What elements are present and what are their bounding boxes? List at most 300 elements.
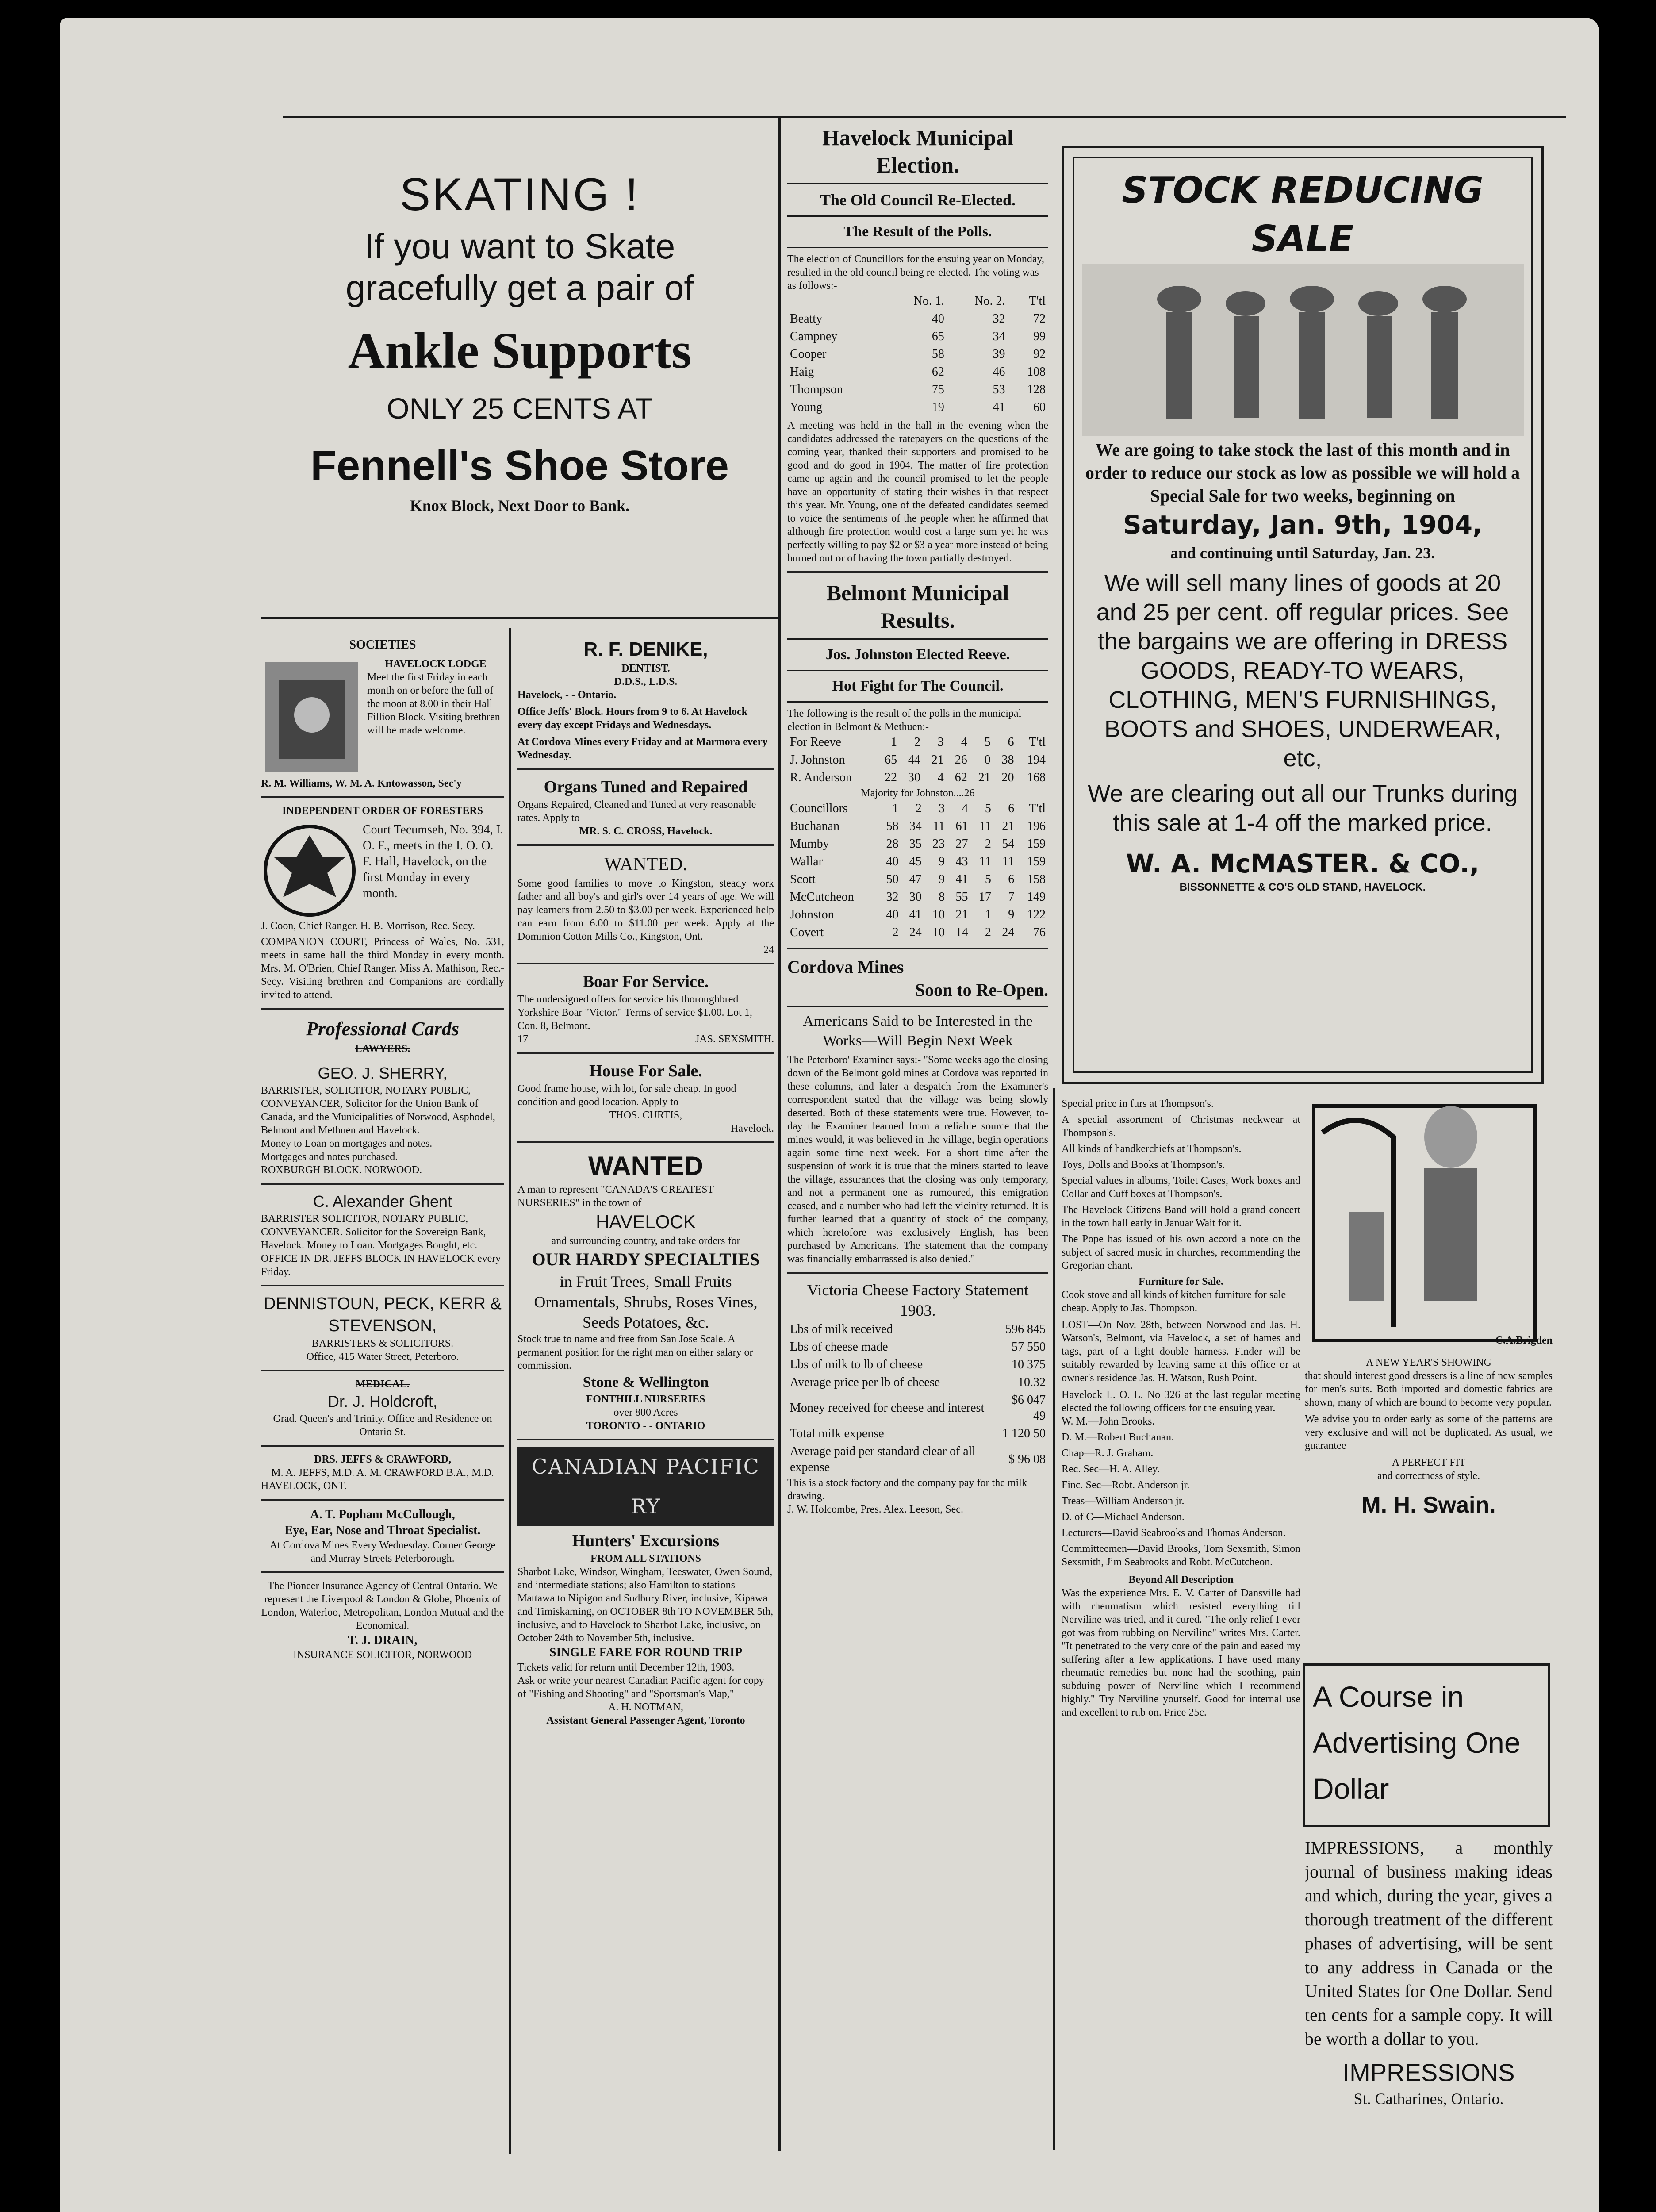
table-row [787,1321,1048,1338]
table-cell: 41 [909,908,922,922]
beyond-title: Beyond All Description [1128,1574,1234,1586]
table-cell: Mumby [790,837,829,851]
table-header-cell: 1 [892,802,899,815]
nursery-title: WANTED [588,1151,703,1181]
lol-text: Havelock L. O. L. No 326 at the last regular meeting elected the following officers for the ensuing year. [1062,1389,1300,1414]
popham-spec: Eye, Ear, Nose and Throat Specialist. [284,1524,481,1537]
table-cell: Campney [790,330,838,343]
table-cell: 10 [932,908,945,922]
advertising-course-text: A Course in Advertising One Dollar [1313,1680,1521,1805]
cpr-from: FROM ALL STATIONS [590,1553,701,1564]
table-cell: Johnston [790,908,834,922]
table-cell: Young [790,400,823,414]
house-place: Havelock. [731,1123,774,1134]
furniture-title: Furniture for Sale. [1138,1276,1223,1287]
top-rule [283,116,1566,118]
table-header-cell: For Reeve [790,735,841,749]
wanted-num: 24 [763,944,774,956]
table-cell: $6 047 49 [1012,1393,1046,1423]
table-cell: 17 [978,890,991,904]
table-cell: 50 [886,872,899,886]
table-cell: Average paid per standard clear of all expense [790,1444,976,1474]
table-row [787,328,1048,346]
table-cell: 21 [955,908,968,922]
table-cell: 0 [984,753,991,767]
organs-title: Organs Tuned and Repaired [544,778,748,796]
table-row [787,310,1048,328]
table-cell: 11 [979,819,991,833]
havelock-sub2: The Result of the Polls. [843,223,992,240]
table-cell: 32 [993,312,1005,326]
lawyers-header: LAWYERS. [355,1043,410,1055]
boar-name: JAS. SEXSMITH. [695,1033,774,1045]
lodge-name: HAVELOCK LODGE [385,658,487,670]
table-cell: 61 [955,819,968,833]
mcmaster-text3: We will sell many lines of goods at 20 and 25 per cent. off regular prices. See the bargains we are offering in DRESS GOODS, READY-TO WEARS, CLOTHING, MEN'S FURNISHINGS, BOOTS and SHOES, UNDERWEAR, etc, [1096,570,1509,772]
table-cell: 10.32 [1018,1375,1046,1389]
table-cell: 14 [955,926,968,939]
table-cell: 30 [909,890,922,904]
table-cell: Lbs of milk to lb of cheese [790,1358,923,1371]
table-cell: Average price per lb of cheese [790,1375,940,1389]
foresters-header: INDEPENDENT ORDER OF FORESTERS [282,805,483,817]
popham-name: A. T. Popham McCullough, [310,1508,455,1521]
havelock-text: A meeting was held in the hall in the evening when the candidates addressed the ratepayers on the questions of the coming year, thanked their supporters and promised to be good and do good in 1904. The matter of fire protection came up again and the council promised to let the people have an opportunity of stating their wishes in that respect this year. Mr. Young, one of the defeated candidates seemed to voice the sentiments of the people when he affirmed that although fire protection would cost a large sum yet he was perfectly willing to pay $2 or $3 a year more instead of being burned out or of having the town partially destroyed. [787,420,1048,564]
table-row [787,924,1048,941]
table-header-cell: Councillors [790,802,848,815]
dennistoun-name: DENNISTOUN, PECK, KERR & STEVENSON, [264,1294,502,1335]
nursery-text1: A man to represent "CANADA'S GREATEST NURSERIES" in the town of [518,1184,714,1209]
cpr-ask: Ask or write your nearest Canadian Pacific agent for copy of "Fishing and Shooting" and "Sportsman's Map," [518,1675,764,1700]
havelock-title: Havelock Municipal Election. [822,125,1013,177]
officer-item: W. M.—John Brooks. [1062,1416,1155,1427]
havelock-intro: The election of Councillors for the ensuing year on Monday, resulted in the old council being re-elected. The voting was as follows:- [787,253,1044,292]
table-cell: 19 [932,400,944,414]
jeffs-place: HAVELOCK, ONT. [261,1480,347,1492]
dennistoun-text: BARRISTERS & SOLICITORS. [311,1338,454,1349]
cordova-text: The Peterboro' Examiner says:- "Some weeks ago the closing down of the Belmont gold mines at Cordova was reported in these columns, and later a despatch from the Examiner's correspondent stated that the village was being slowly deserted. Both of these statements were true. However, to-day the Examiner learned from a reliable source that the mines would, it was believed in the village, begin operations again some time next week. For a short time after the suspension of work it is true that the miners started to leave the village, assurances that the closing was only temporary, and not a permanent one as rumoured, this emigration ceased, and a number who had left the vicinity returned. It is further learned that a quantity of stock of the company, which heretofore was exclusively English, has been purchased by Americans. The statement that the company was financially embarrassed is also denied." [787,1054,1048,1265]
table-cell: McCutcheon [790,890,854,904]
cordova-sub: Americans Said to be Interested in the Works—Will Begin Next Week [803,1013,1033,1049]
table-cell: 2 [985,926,991,939]
table-header-cell: 2 [915,802,922,815]
table-cell: 72 [1033,312,1046,326]
table-row [787,1391,1048,1425]
nursery-text3: Stock true to name and free from San Jose Scale. A permanent position for the right man on either salary or commission. [518,1333,753,1371]
table-cell: 40 [886,908,899,922]
beyond-text: Was the experience Mrs. E. V. Carter of Dansville had with rheumatism which resisted everything till Nerviline was tried, and it cured. "The only relief I ever got was from rubbing on Nerviline" writes Mrs. Carter. "It penetrated to the very core of the pain and eased my suffering after a few applications. I have used many rheumatic remedies but none had the soothing, pain subduing power of Nerviline which I recommend highly." Try Nerviline yourself. Good for internal use and excellent to rub on. Price 25c. [1062,1587,1300,1718]
table-cell: $ 96 08 [1008,1452,1046,1466]
house-name: THOS. CURTIS, [609,1110,682,1121]
table-cell: Money received for cheese and interest [790,1401,985,1415]
wanted-text: Some good families to move to Kingston, steady work father and all boy's and girl's over 14 years of age. We will pay learners from 2.50 to $3.00 per week. Experienced help can earn from 6.00 to $11.00 per week. Apply at the Dominion Cotton Mills Co., Kingston, Ont. [518,878,774,942]
swain-heading: A NEW YEAR'S SHOWING [1366,1357,1491,1368]
table-cell: 8 [939,890,945,904]
boar-text: The undersigned offers for service his thoroughbred Yorkshire Boar "Victor." Terms of service $1.00. Lot 1, Con. 8, Belmont. [518,994,752,1032]
table-cell: Cooper [790,347,827,361]
local-item: Special values in albums, Toilet Cases, Work boxes and Collar and Cuff boxes at Thompson's. [1062,1175,1300,1200]
cpr-agent-title: Assistant General Passenger Agent, Toronto [546,1715,745,1726]
impressions-name: IMPRESSIONS [1342,2058,1515,2086]
table-header-cell: 6 [1008,735,1014,749]
skating-product: Ankle Supports [348,323,692,379]
skating-ad [261,168,778,611]
lodge-text: Meet the first Friday in each month on or before the full of the moon at 8.00 in their Hall Fillion Block. Visiting brethren will be made welcome. [367,672,500,736]
table-cell: 194 [1027,753,1046,767]
table-cell: 76 [1033,926,1046,939]
dentist-place: Havelock, - - Ontario. [518,689,617,701]
table-cell: 108 [1027,365,1046,379]
cpr-fare: SINGLE FARE FOR ROUND TRIP [549,1646,743,1659]
table-cell: 34 [993,330,1005,343]
table-cell: 34 [909,819,922,833]
table-cell: 24 [909,926,922,939]
table-cell: 39 [993,347,1005,361]
skating-price: ONLY 25 CENTS AT [387,392,653,425]
table-cell: 2 [892,926,899,939]
drain-name: T. J. DRAIN, [348,1633,418,1647]
table-cell: Beatty [790,312,823,326]
table-header-cell [787,292,886,310]
table-cell: 9 [1008,908,1015,922]
table-cell: Wallar [790,855,823,868]
table-row [787,1338,1048,1356]
table-cell: 26 [954,753,967,767]
foresters-officers: J. Coon, Chief Ranger. H. B. Morrison, Rec. Secy. [261,920,475,932]
table-cell: 65 [932,330,944,343]
officer-item: Finc. Sec—Robt. Anderson jr. [1062,1479,1190,1491]
table-cell: 10 [932,926,945,939]
nursery-acres: over 800 Acres [613,1407,678,1418]
swain-ad [1305,1097,1552,1672]
nursery-firm: Stone & Wellington [583,1374,709,1390]
officer-item: Chap—R. J. Graham. [1062,1448,1154,1459]
cheese-sign: J. W. Holcombe, Pres. Alex. Leeson, Sec. [787,1504,963,1515]
table-cell: 41 [955,872,968,886]
cpr-agent: A. H. NOTMAN, [608,1701,683,1713]
table-cell: 43 [955,855,968,868]
dennistoun-office: Office, 415 Water Street, Peterboro. [306,1351,459,1363]
table-header-cell: 5 [984,735,991,749]
table-row [787,381,1048,399]
table-cell: 11 [979,855,991,868]
table-row [787,751,1048,769]
table-cell: Covert [790,926,824,939]
officer-item: Rec. Sec—H. A. Alley. [1062,1463,1160,1475]
news-column [787,124,1048,2150]
belmont-sub2: Hot Fight for The Council. [832,678,1004,694]
table-cell: 28 [886,837,899,851]
table-row [787,1425,1048,1443]
table-cell: 40 [932,312,944,326]
table-header-row [787,800,1048,818]
foresters-text: Court Tecumseh, No. 394, I. O. F., meets in the I. O. O. F. Hall, Havelock, on the first Monday in every month. [363,823,503,900]
table-cell: 75 [932,383,944,396]
table-cell: 6 [1008,872,1015,886]
mcmaster-firm: W. A. McMASTER. & CO., [1126,849,1480,879]
masonic-emblem-icon [261,657,363,777]
local-item: The Pope has issued of his own accord a note on the subject of sacred music in churches, recommending the Gregorian chant. [1062,1233,1300,1271]
medical-header: MEDICAL. [355,1379,410,1390]
tailor-illustration-icon [1305,1097,1544,1349]
table-row [787,818,1048,835]
table-cell: 9 [939,855,945,868]
cards-header: Professional Cards [306,1018,459,1040]
nursery-heading: OUR HARDY SPECIALTIES [532,1249,760,1269]
holdcroft-text: Grad. Queen's and Trinity. Office and Residence on Ontario St. [273,1413,492,1438]
table-cell: 21 [1002,819,1015,833]
nursery-items: in Fruit Trees, Small Fruits Ornamentals, Shrubs, Roses Vines, Seeds Potatoes, &c. [534,1273,758,1331]
table-header-cell: T'tl [1029,802,1046,815]
local-items-column [1062,1097,1300,2150]
nursery-town: HAVELOCK [596,1211,696,1232]
table-cell: 149 [1027,890,1046,904]
table-cell: 46 [993,365,1005,379]
table-cell: Lbs of cheese made [790,1340,888,1354]
swain-fit2: and correctness of style. [1377,1470,1480,1482]
table-header-cell: 3 [937,735,944,749]
officer-item: Committeemen—David Brooks, Tom Sexsmith, Simon Sexsmith, Jim Seabrooks and Robt. McCutcheon. [1062,1543,1300,1568]
table-cell: 10 375 [1012,1358,1046,1371]
mcmaster-stand: BISSONNETTE & CO'S OLD STAND, HAVELOCK. [1179,881,1426,893]
swain-text1: that should interest good dressers is a line of new samples for men's suits. Both imported and domestic fabrics are shown, many of which are bound to become very popular. [1305,1370,1552,1408]
havelock-sub1: The Old Council Re-Elected. [820,191,1016,209]
impressions-ad [1305,1836,1552,2146]
table-row [787,399,1048,416]
table-row [787,769,1048,787]
table-cell: Haig [790,365,814,379]
section-rule [261,617,778,619]
sherry-mortgages: Mortgages and notes purchased. [261,1151,398,1163]
table-cell: 21 [978,771,991,784]
table-cell: 122 [1027,908,1046,922]
table-cell: 1 120 50 [1002,1427,1046,1440]
skating-address: Knox Block, Next Door to Bank. [410,497,630,515]
ghent-text: BARRISTER SOLICITOR, NOTARY PUBLIC, CONVEYANCER. Solicitor for the Sovereign Bank, Havelock. Money to Loan. Mortgages Bought, etc. OFFICE IN DR. JEFFS BLOCK IN HAVELOCK every Friday. [261,1213,501,1278]
table-cell: R. Anderson [790,771,852,784]
table-cell: 4 [937,771,944,784]
table-header-cell: 2 [914,735,920,749]
table-header-cell: No. 1. [913,294,944,308]
havelock-results-table [787,292,1048,416]
sherry-text: BARRISTER, SOLICITOR, NOTARY PUBLIC, CONVEYANCER, Solicitor for the Union Bank of Canada, and the Municipalities of Norwood, Asphodel, Belmont and Methuen and Havelock. [261,1085,495,1136]
table-cell: 44 [908,753,920,767]
officer-item: D. of C—Michael Anderson. [1062,1511,1184,1523]
table-row [787,888,1048,906]
table-cell: Lbs of milk received [790,1322,893,1336]
cpr-title: Hunters' Excursions [572,1532,720,1550]
lost-text: LOST—On Nov. 28th, between Norwood and Jas. H. Watson's, Belmont, via Havelock, a set of hames and tags, part of a light double harness. Finder will be suitably rewarded by leaving same at this office or at owner's residence Jas. H. Watson, Rush Point. [1062,1319,1300,1384]
organs-text: Organs Repaired, Cleaned and Tuned at very reasonable rates. Apply to [518,799,756,824]
advertising-course-ad [1303,1663,1550,1827]
officer-item: Lecturers—David Seabrooks and Thomas Anderson. [1062,1527,1286,1539]
table-header-cell: T'tl [1029,735,1046,749]
table-cell: 38 [1001,753,1014,767]
table-cell: J. Johnston [790,753,845,767]
boar-title: Boar For Service. [583,972,709,991]
swain-text2: We advise you to order early as some of the patterns are very exclusive and will not be duplicated. As usual, we guarantee [1305,1413,1552,1452]
sherry-name: GEO. J. SHERRY, [318,1064,448,1082]
table-cell: 41 [993,400,1005,414]
table-cell: 30 [908,771,920,784]
table-cell: 58 [886,819,899,833]
nursery-city: TORONTO - - ONTARIO [586,1420,705,1432]
table-header-cell: 6 [1008,802,1015,815]
belmont-title: Belmont Municipal Results. [826,580,1009,633]
table-cell: 596 845 [1005,1322,1046,1336]
officer-item: Treas—William Anderson jr. [1062,1495,1184,1507]
nursery-text2: and surrounding country, and take orders for [551,1235,740,1247]
table-row [787,346,1048,363]
table-cell: 11 [933,819,945,833]
belmont-sub1: Jos. Johnston Elected Reeve. [825,646,1010,663]
foresters-emblem-icon [261,822,358,919]
table-cell: 35 [909,837,922,851]
holdcroft-name: Dr. J. Holdcroft, [327,1392,438,1410]
belmont-majority: Majority for Johnston....26 [861,787,975,799]
table-cell: 21 [931,753,944,767]
table-cell: 7 [1008,890,1015,904]
table-cell: 2 [985,837,991,851]
cpr-logo: CANADIAN PACIFIC RY [518,1447,774,1526]
table-cell: 9 [939,872,945,886]
insurance-text: The Pioneer Insurance Agency of Central Ontario. We represent the Liverpool & London & Globe, Phoenix of London, Waterloo, Metropolitan, London Mutual and the Economical. [261,1580,504,1632]
cheese-statement-table [787,1321,1048,1476]
dentist-office: Office Jeffs' Block. Hours from 9 to 6. At Havelock every day except Fridays and Wednesdays. [518,706,748,731]
impressions-place: St. Catharines, Ontario. [1353,2090,1504,2108]
cpr-valid: Tickets valid for return until December 12th, 1903. [518,1662,735,1673]
table-cell: 1 [985,908,991,922]
table-cell: 11 [1002,855,1015,868]
popham-text: At Cordova Mines Every Wednesday. Corner George and Murray Streets Peterborough. [269,1540,496,1564]
table-cell: 60 [1033,400,1046,414]
column-rule [778,116,781,2151]
table-cell: 23 [932,837,945,851]
table-row [787,1356,1048,1374]
table-cell: 159 [1027,837,1046,851]
table-header-cell: 4 [962,802,968,815]
lodge-officers: R. M. Williams, W. M. A. Kntowasson, Sec'y [261,778,462,789]
skating-title: SKATING ! [399,169,640,220]
table-cell: 47 [909,872,922,886]
lol-officers [1062,1415,1300,1569]
table-cell: Buchanan [790,819,840,833]
cordova-title2: Soon to Re-Open. [915,980,1048,1000]
council-results-table [787,800,1048,941]
mcmaster-text2: and continuing until Saturday, Jan. 23. [1170,544,1435,562]
table-row [787,1443,1048,1476]
table-row [787,835,1048,853]
table-header-cell: 4 [961,735,967,749]
table-row [787,906,1048,924]
dentist-name: R. F. DENIKE, [583,638,708,660]
skating-line2: gracefully get a pair of [345,268,694,307]
table-cell: 128 [1027,383,1046,396]
table-cell: 58 [932,347,944,361]
table-header-cell: 3 [939,802,945,815]
sherry-office: ROXBURGH BLOCK. NORWOOD. [261,1164,422,1176]
table-header-cell: 5 [985,802,991,815]
skating-line1: If you want to Skate [364,227,675,266]
cheese-note: This is a stock factory and the company pay for the milk drawing. [787,1477,1027,1502]
table-row [787,363,1048,381]
column-rule [509,628,511,2154]
house-title: House For Sale. [589,1062,702,1080]
reeve-results-table [787,733,1048,787]
local-item: The Havelock Citizens Band will hold a grand concert in the town hall early in Januar Wait for it. [1062,1204,1300,1229]
officer-item: D. M.—Robert Buchanan. [1062,1432,1174,1443]
table-cell: Thompson [790,383,843,396]
table-cell: 168 [1027,771,1046,784]
mcmaster-text4: We are clearing out all our Trunks during this sale at 1-4 off the marked price. [1088,780,1518,836]
mcmaster-title: STOCK REDUCING SALE [1122,169,1484,260]
table-cell: 5 [985,872,991,886]
swain-artist: C.A.Brigden [1495,1335,1552,1346]
nursery-firm2: FONTHILL NURSERIES [586,1394,705,1405]
societies-column [261,637,504,2132]
table-row [787,853,1048,871]
sherry-money: Money to Loan on mortgages and notes. [261,1138,433,1149]
table-row [787,1374,1048,1391]
table-cell: 62 [954,771,967,784]
boar-num: 17 [518,1033,528,1045]
table-header-row [787,733,1048,751]
table-cell: 20 [1001,771,1014,784]
shoppers-illustration-icon [1082,264,1524,436]
table-cell: 45 [909,855,922,868]
jeffs-text: M. A. JEFFS, M.D. A. M. CRAWFORD B.A., M.D. [271,1467,494,1479]
local-item: A special assortment of Christmas neckwear at Thompson's. [1062,1114,1300,1139]
cheese-title: Victoria Cheese Factory Statement 1903. [807,1281,1029,1319]
table-cell: 92 [1033,347,1046,361]
table-cell: 55 [955,890,968,904]
dentist-degrees: D.D.S., L.D.S. [614,676,678,687]
table-cell: 158 [1027,872,1046,886]
drain-text: INSURANCE SOLICITOR, NORWOOD [293,1649,472,1661]
dentist-title: DENTIST. [621,663,670,674]
local-item: Special price in furs at Thompson's. [1062,1098,1214,1110]
table-cell: 53 [993,383,1005,396]
societies-header: SOCIETIES [349,638,416,652]
companion-court: COMPANION COURT, Princess of Wales, No. 531, meets in same hall the third Monday in every month. Mrs. M. O'Brien, Chief Ranger. Miss A. Mathison, Rec.-Secy. Visiting brethren and Companions are cordially invited to attend. [261,936,504,1001]
local-item: Toys, Dolls and Books at Thompson's. [1062,1159,1225,1171]
local-item: All kinds of handkerchiefs at Thompson's. [1062,1143,1242,1155]
wanted-title: WANTED. [604,854,687,875]
table-cell: 159 [1027,855,1046,868]
swain-name: M. H. Swain. [1361,1492,1496,1518]
table-cell: 40 [886,855,899,868]
skating-store: Fennell's Shoe Store [310,442,729,489]
house-text: Good frame house, with lot, for sale cheap. In good condition and good location. Apply to [518,1083,736,1108]
local-items [1062,1097,1300,1272]
table-cell: 32 [886,890,899,904]
dentist-cordova: At Cordova Mines every Friday and at Marmora every Wednesday. [518,736,768,761]
belmont-intro: The following is the result of the polls in the municipal election in Belmont & Methuen:- [787,708,1022,733]
impressions-text: IMPRESSIONS, a monthly journal of business making ideas and which, during the year, gives a thorough treatment of the different phases of advertising, will be sent to any address in Canada or the United States for One Dollar. Send ten cents for a sample copy. It will be worth a dollar to you. [1305,1838,1552,2049]
table-cell: 57 550 [1012,1340,1046,1354]
table-cell: 62 [932,365,944,379]
swain-fit: A PERFECT FIT [1392,1457,1466,1468]
column-rule [1053,1088,1055,2150]
ghent-name: C. Alexander Ghent [313,1192,452,1210]
mcmaster-date: Saturday, Jan. 9th, 1904, [1123,510,1483,540]
table-cell: 196 [1027,819,1046,833]
table-header-cell: No. 2. [974,294,1005,308]
mcmaster-ad [1062,146,1544,1084]
mcmaster-text1: We are going to take stock the last of this month and in order to reduce our stock as low as possible we will hold a Special Sale for two weeks, beginning on [1085,440,1520,506]
table-header-row [787,292,1048,310]
jeffs-name: DRS. JEFFS & CRAWFORD, [314,1454,451,1465]
